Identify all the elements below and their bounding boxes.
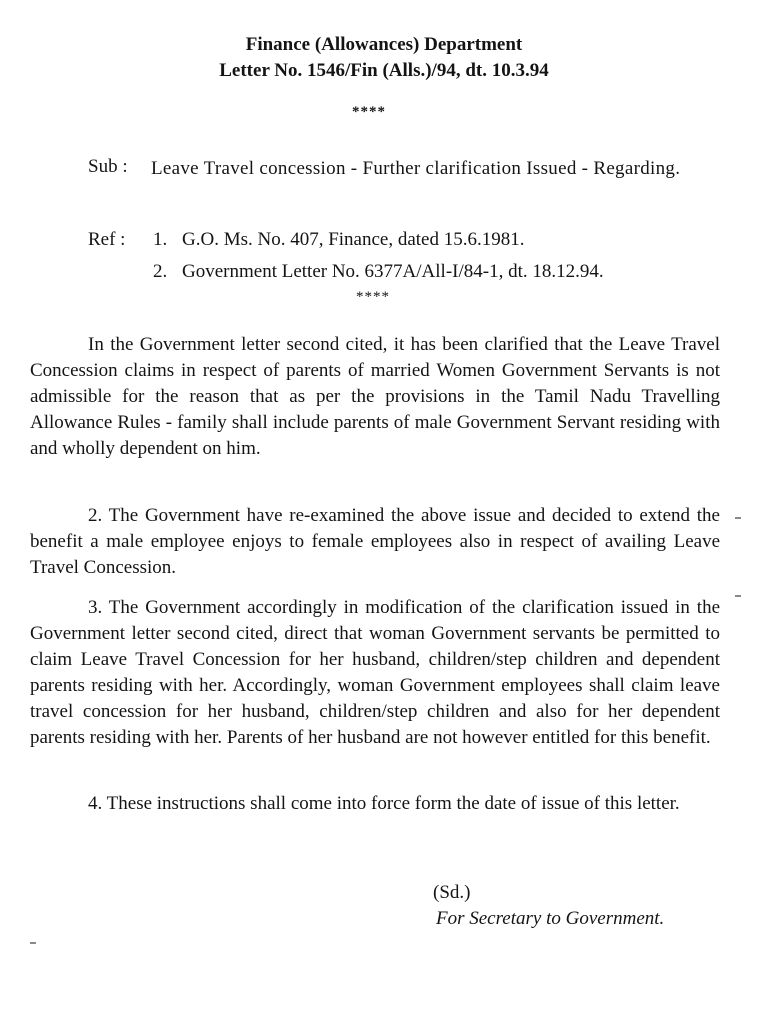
department-title: Finance (Allowances) Department [245,34,523,55]
header-separator: **** [352,104,386,120]
paragraph-4: 4. These instructions shall come into force form the date of issue of this letter. [88,793,680,814]
subject-text: Leave Travel concession - Further clarification Issued - Regarding. [151,158,681,179]
scan-mark [735,517,741,519]
reference-separator: **** [356,289,390,305]
reference-number-2: 2. [153,261,168,282]
signed-mark: (Sd.) [433,882,471,903]
letter-number: Letter No. 1546/Fin (Alls.)/94, dt. 10.3.94 [219,60,549,81]
paragraph-3: 3. The Government accordingly in modification of the clarification issued in the Government letter second cited, direct that woman Government servants be permitted to claim Leave Travel Concession for her husband, children/step children and dependent parents residing with her. Accordingly, woman Government employees shall claim leave travel concession for her husband, children/step children and also for her dependent parents residing with her. Parents of her husband are not however entitled for this benefit. [30,597,720,748]
scan-mark [30,942,36,944]
reference-text-1: G.O. Ms. No. 407, Finance, dated 15.6.1981. [182,229,525,250]
paragraph-2: 2. The Government have re-examined the above issue and decided to extend the benefit a male employee enjoys to female employees also in respect of availing Leave Travel Concession. [30,505,720,578]
subject-label: Sub : [88,156,128,177]
reference-number-1: 1. [153,229,168,250]
reference-label: Ref : [88,229,126,250]
scan-mark [735,595,741,597]
paragraph-1: In the Government letter second cited, it has been clarified that the Leave Travel Concession claims in respect of parents of married Women Government Servants is not admissible for the reason that as per the provisions in the Tamil Nadu Travelling Allowance Rules - family shall include parents of male Government Servant residing with and wholly dependent on him. [30,334,720,459]
reference-text-2: Government Letter No. 6377A/All-I/84-1, dt. 18.12.94. [182,261,604,282]
signoff-line: For Secretary to Government. [436,908,665,929]
